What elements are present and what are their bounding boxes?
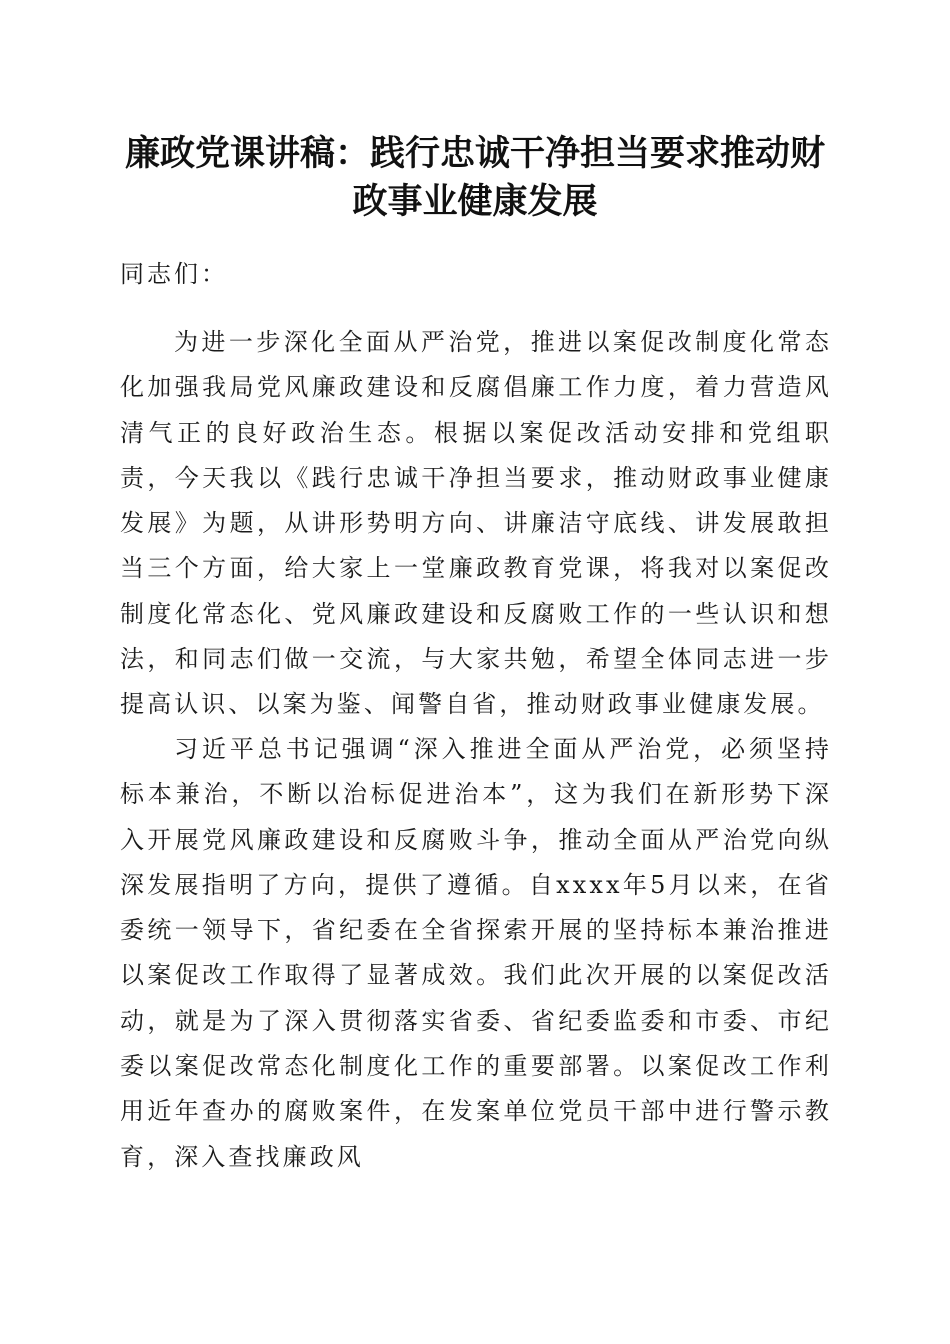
paragraph-2: 习近平总书记强调“深入推进全面从严治党，必须坚持标本兼治，不断以治标促进治本”，这为我们在新形势下深入开展党风廉政建设和反腐败斗争，推动全面从严治党向纵深发展指明了方向，提供了遵循。自xxxx年5月以来，在省委统一领导下，省纪委在全省探索开展的坚持标本兼治推进以案促改工作取得了显著成效。我们此次开展的以案促改活动，就是为了深入贯彻落实省委、省纪委监委和市委、市纪委以案促改常态化制度化工作的重要部署。以案促改工作利用近年查办的腐败案件，在发案单位党员干部中进行警示教育，深入查找廉政风 (120, 735, 832, 1171)
salutation: 同志们： (120, 260, 228, 288)
document-title: 廉政党课讲稿：践行忠诚干净担当要求推动财政事业健康发展 (124, 134, 825, 222)
paragraph-1: 为进一步深化全面从严治党，推进以案促改制度化常态化加强我局党风廉政建设和反腐倡廉工作力度，着力营造风清气正的良好政治生态。根据以案促改活动安排和党组职责，今天我以《践行忠诚干净担当要求，推动财政事业健康发展》为题，从讲形势明方向、讲廉洁守底线、讲发展敢担当三个方面，给大家上一堂廉政教育党课，将我对以案促改制度化常态化、党风廉政建设和反腐败工作的一些认识和想法，和同志们做一交流，与大家共勉，希望全体同志进一步提高认识、以案为鉴、闻警自省，推动财政事业健康发展。 (120, 328, 832, 719)
